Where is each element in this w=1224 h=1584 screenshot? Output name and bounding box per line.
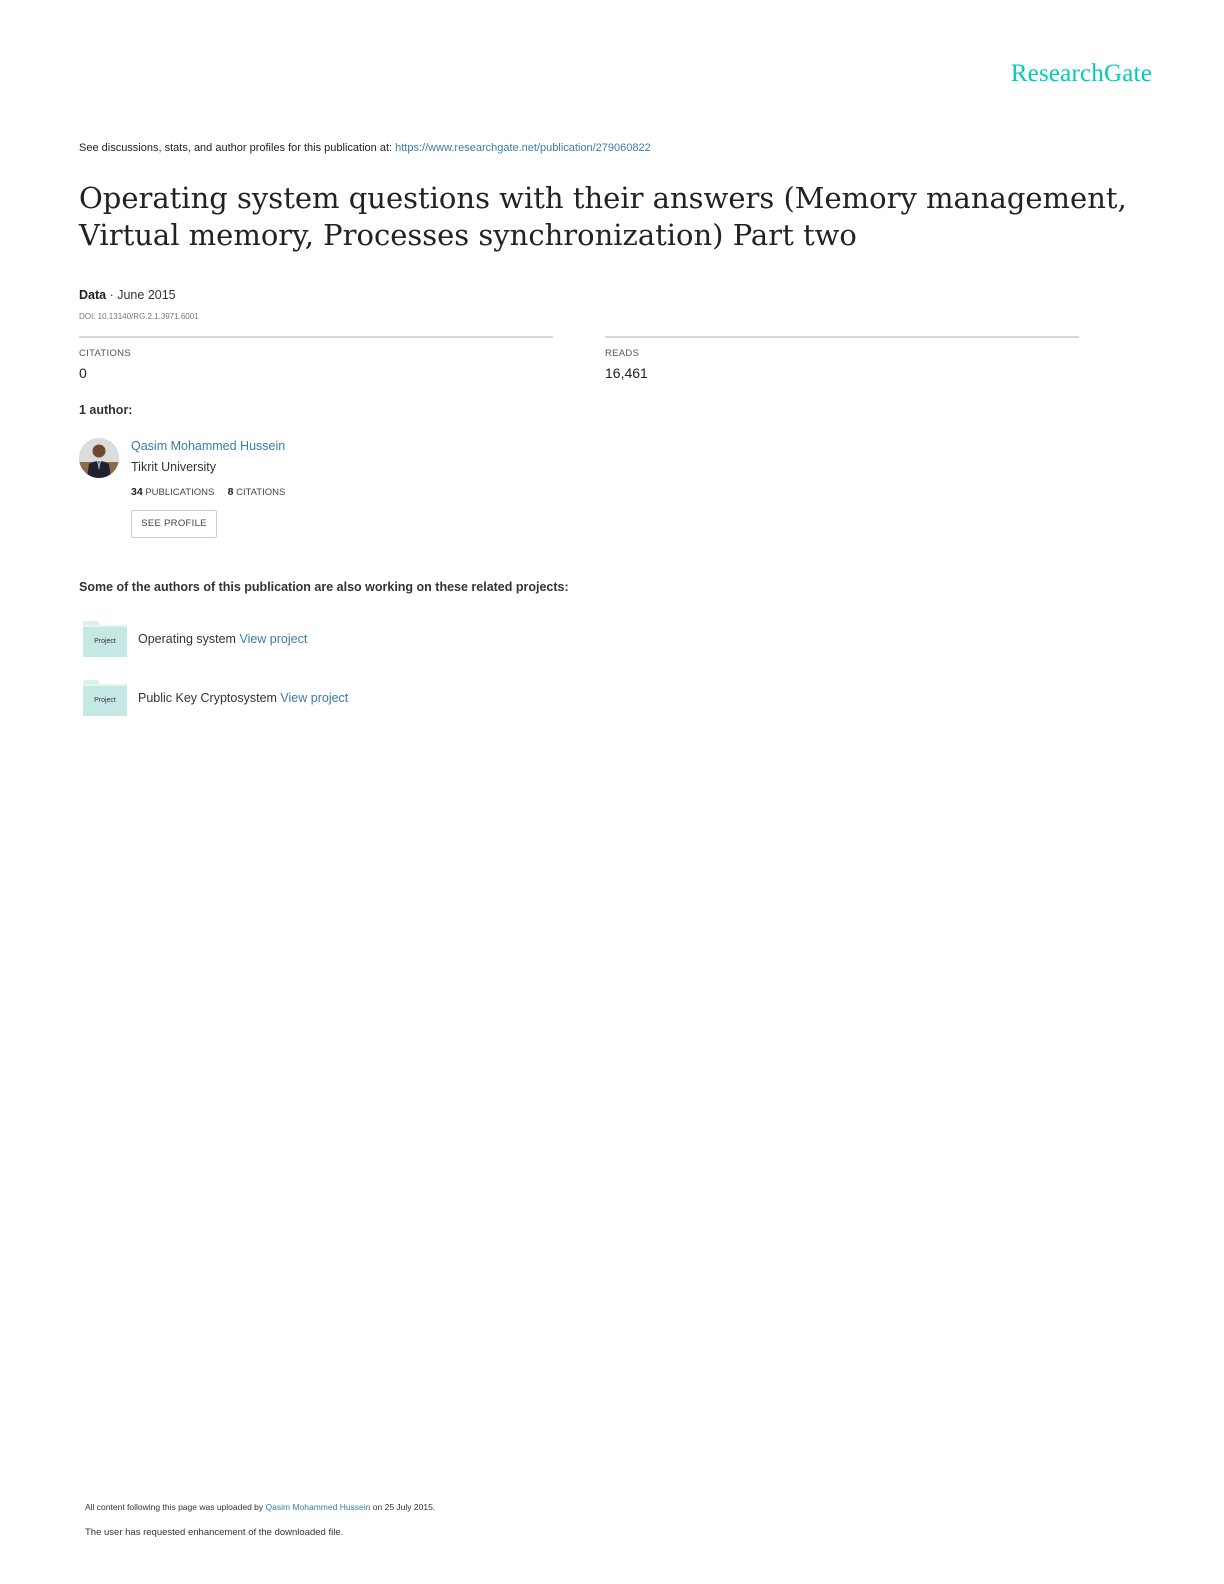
publication-doi: DOI: 10.13140/RG.2.1.3971.6001 (79, 312, 199, 321)
citations-divider (79, 336, 553, 338)
author-publications-count: 34 (131, 486, 143, 498)
publication-meta (79, 288, 176, 302)
author-citations-count: 8 (227, 486, 234, 498)
author-institution: Tikrit University (131, 460, 216, 474)
author-name-link[interactable]: Qasim Mohammed Hussein (131, 439, 286, 453)
uploader-link[interactable]: Qasim Mohammed Hussein (265, 1502, 371, 1512)
enhancement-note: The user has requested enhancement of the downloaded file. (85, 1527, 344, 1538)
upload-note (85, 1502, 435, 1512)
see-profile-button[interactable]: SEE PROFILE (131, 510, 217, 538)
related-project-item (138, 691, 348, 705)
discussion-prefix: See discussions, stats, and author profiles for this publication at: (79, 142, 393, 154)
citations-label: CITATIONS (79, 348, 131, 359)
project-name: Operating system (138, 632, 236, 646)
person-icon (79, 438, 119, 478)
view-project-link[interactable]: View project (239, 632, 308, 646)
upload-suffix: on 25 July 2015. (372, 1502, 436, 1512)
related-project-item (138, 632, 307, 646)
researchgate-logo[interactable]: ResearchGate (1010, 60, 1152, 87)
author-avatar[interactable] (79, 438, 119, 478)
reads-label: READS (605, 348, 640, 359)
project-folder-icon (83, 680, 127, 716)
publication-type: Data (79, 288, 107, 302)
author-stats (131, 486, 285, 498)
publication-url-link[interactable]: https://www.researchgate.net/publication/279060822 (395, 142, 651, 154)
author-publications-label: PUBLICATIONS (145, 487, 215, 498)
publication-title: Operating system questions with their answers (Memory management, Virtual memory, Processes synchronization) Part two (79, 181, 1127, 252)
publication-date: June 2015 (117, 288, 176, 302)
meta-separator: · (109, 288, 114, 302)
related-projects-heading: Some of the authors of this publication are also working on these related projects: (79, 580, 569, 594)
reads-divider (605, 336, 1079, 338)
project-name: Public Key Cryptosystem (138, 691, 277, 705)
citations-value: 0 (79, 365, 87, 381)
view-project-link[interactable]: View project (280, 691, 349, 705)
author-citations-label: CITATIONS (236, 487, 286, 498)
upload-prefix: All content following this page was uploaded by (85, 1502, 264, 1512)
project-icon-label: Project (94, 697, 116, 704)
authors-heading: 1 author: (79, 403, 133, 417)
project-icon-label: Project (94, 638, 116, 645)
reads-value: 16,461 (605, 365, 648, 381)
discussion-line (79, 142, 651, 154)
project-folder-icon (83, 621, 127, 657)
